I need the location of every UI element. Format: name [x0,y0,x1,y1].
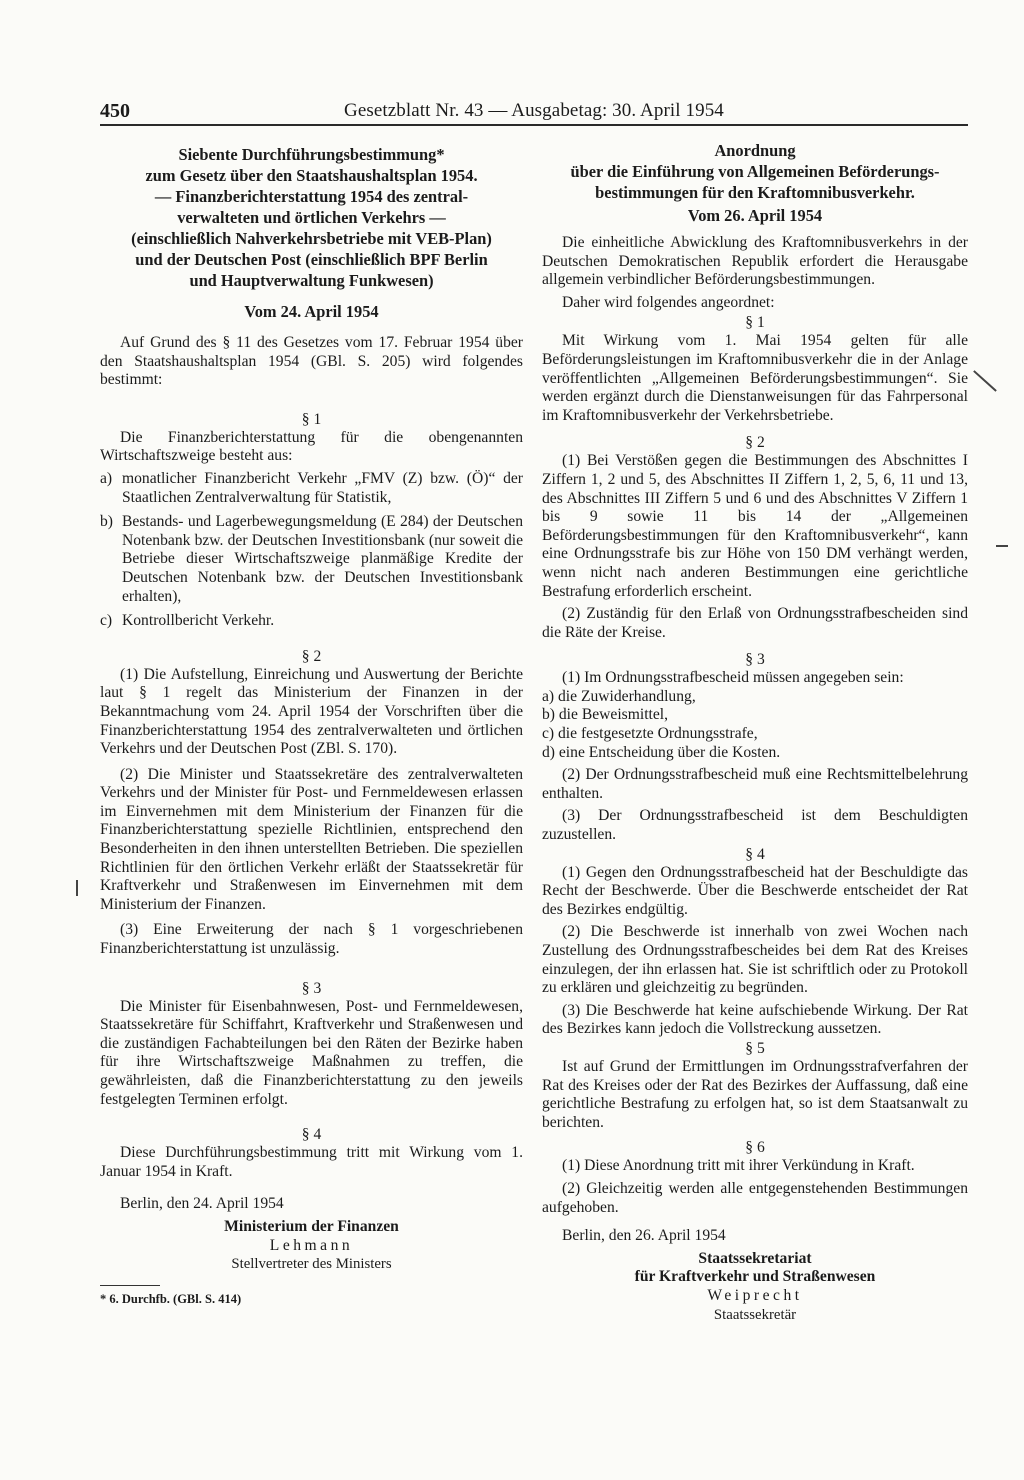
section-heading: § 1 [301,410,322,428]
signature-organization: für Kraftverkehr und Straßenwesen [634,1268,876,1286]
right-ordered: Daher wird folgendes angeordnet: [562,293,775,311]
signature-role: Staatssekretär [713,1306,797,1323]
title-line: Siebente Durchführungsbestimmung* [178,145,445,164]
list-item: c) die festgesetzte Ordnungsstrafe, [542,725,758,743]
right-s6-p2: (2) Gleichzeitig werden alle entgegenstehenden Bestimmungen aufgehoben. [542,1179,968,1216]
title-line: — Finanzberichterstattung 1954 des zentral- [154,187,469,206]
title-line: zum Gesetz über den Staatshaushaltsplan 1954. [145,166,478,185]
list-item [100,470,523,507]
left-s2-p3: (3) Eine Erweiterung der nach § 1 vorgeschriebenen Finanzberichterstattung ist unzulässig. [100,921,523,958]
list-label: c) [100,612,113,630]
list-label: b) [100,513,113,531]
left-date: Vom 24. April 1954 [244,302,379,321]
list-item [100,513,523,606]
page-number: 450 [100,100,130,122]
header-rule [100,124,968,126]
section-heading: § 4 [745,845,765,863]
right-s4-p2: (2) Die Beschwerde ist innerhalb von zwei Wochen nach Zustellung des Ordnungsstrafbescheides bei dem Rat des Kreises einzulegen, der ihn erlassen hat. Sie ist schriftlich oder zu Protokoll zu erklären und gleichzeitig zu begründen. [542,923,968,997]
signature-role: Stellvertreter des Ministers [231,1256,392,1273]
right-s3-p2: (2) Der Ordnungsstrafbescheid muß eine Rechtsmittelbelehrung enthalten. [542,766,968,802]
title-line: und Hauptverwaltung Funkwesen) [189,271,434,290]
right-preamble: Die einheitliche Abwicklung des Kraftomnibusverkehrs in der Deutschen Demokratischen Republik erfordert die Herausgabe allgemein verbindlicher Beförderungsbestimmungen. [542,234,968,289]
signature-organization: Ministerium der Finanzen [224,1217,399,1235]
list-item: b) die Beweismittel, [542,706,669,724]
section-heading: § 4 [301,1126,322,1144]
left-s1-intro: Die Finanzberichterstattung für die obengenannten Wirtschaftszweige besteht aus: [100,428,523,465]
list-item: d) eine Entscheidung über die Kosten. [542,743,781,761]
left-title [100,144,523,291]
list-item: a) die Zuwiderhandlung, [542,687,696,705]
left-s2-p1: (1) Die Aufstellung, Einreichung und Auswertung der Berichte laut § 1 regelt das Ministerium der Finanzen in der Bekanntmachung vom 24. April 1954 der Vorschriften über die Finanzberichterstattung 1954 des zentralverwalteten und örtlichen Verkehrs und der Deutschen Post (ZBl. S. 170). [100,665,523,758]
left-s4-p1: Diese Durchführungsbestimmung tritt mit Wirkung vom 1. Januar 1954 in Kraft. [100,1144,523,1180]
signature-organization: Staatssekretariat [698,1249,812,1267]
title-line: und der Deutschen Post (einschließlich BPF Berlin [135,250,488,269]
margin-mark [996,545,1008,547]
title-line: verwalteten und örtlichen Verkehrs — [177,208,446,227]
left-preamble: Auf Grund des § 11 des Gesetzes vom 17. Februar 1954 über den Staatshaushaltsplan 1954 (GBl. S. 205) wird folgendes bestimmt: [100,334,523,389]
footnote: * 6. Durchfb. (GBl. S. 414) [100,1292,242,1307]
list-text: Bestands- und Lagerbewegungsmeldung (E 284) der Deutschen Notenbank bzw. der Deutschen Investitionsbank (nur soweit die Betriebe dieser Wirtschaftszweige planmäßige Kredite der Deutschen Notenbank bzw. der Deutschen Investitionsbank erhalten), [122,513,523,605]
title-line: über die Einführung von Allgemeinen Beförderungs- [570,162,940,181]
left-s3-p1: Die Minister für Eisenbahnwesen, Post- und Fernmeldewesen, Staatssekretäre für Schiffahrt, Kraftverkehr und Straßenwesen und die zuständigen Fachabteilungen bei den Räten der Bezirke haben für ihre Wirtschaftszweige Maßnahmen zu treffen, die gewährleisten, daß die Finanzberichterstattung zu den jeweils festgelegten Terminen erfolgt. [100,997,523,1108]
section-heading: § 1 [745,314,765,332]
right-s5-p1: Ist auf Grund der Ermittlungen im Ordnungsstrafverfahren der Rat des Kreises oder der Rat des Bezirkes der Auffassung, daß eine gerichtliche Bestrafung zu erfolgen hat, so ist dem Staatsanwalt zu berichten. [542,1057,968,1131]
section-heading: § 3 [745,651,765,669]
right-title [542,140,968,203]
section-heading: § 6 [745,1139,765,1157]
left-s2-p2: (2) Die Minister und Staatssekretäre des zentralverwalteten Verkehrs und der Minister für Post- und Fernmeldewesen erlassen im Einvernehmen mit dem Ministerium der Finanzen für die Finanzberichterstattung spezielle Richtlinien, entsprechend den Besonderheiten in den ihnen unterstellten Betrieben. Die speziellen Richtlinien für den örtlichen Verkehr erläßt der Staatssekretär für Kraftverkehr und Straßenwesen im Einvernehmen mit dem Ministerium der Finanzen. [100,765,523,913]
right-place-date: Berlin, den 26. April 1954 [562,1227,726,1245]
title-line: bestimmungen für den Kraftomnibusverkehr. [595,183,915,202]
section-heading: § 2 [301,647,322,665]
margin-mark [76,880,78,896]
margin-mark [973,370,996,391]
footnote-rule [100,1285,160,1286]
right-date: Vom 26. April 1954 [687,206,823,225]
list-label: a) [100,469,113,487]
right-s2-p1: (1) Bei Verstößen gegen die Bestimmungen des Abschnittes I Ziffern 1, 2 und 5, des Abschnittes II Ziffern 1, 2, 5, 6, 11 und 13, des Abschnittes III Ziffern 5 und 6 und des Abschnittes V Ziffern 1 bis 9 sowie 11 bis 14 der „Allgemeinen Beförderungsbestimmungen für den Kraftomnibusverkehr“, kann eine Ordnungsstrafe bis zur Höhe von 150 DM verhängt werden, wenn nicht nach anderen Bestimmungen eine gerichtliche Bestrafung erforderlich erscheint. [542,452,968,600]
right-s4-p3: (3) Die Beschwerde hat keine aufschiebende Wirkung. Der Rat des Bezirkes kann jedoch die Vollstreckung aussetzen. [542,1001,968,1038]
right-s3-p1: (1) Im Ordnungsstrafbescheid müssen angegeben sein: [562,669,904,687]
right-s2-p2: (2) Zuständig für den Erlaß von Ordnungsstrafbescheiden sind die Räte der Kreise. [542,605,968,641]
gazette-title: Gesetzblatt Nr. 43 — Ausgabetag: 30. April 1954 [344,100,724,121]
signature-name: Lehmann [269,1236,354,1254]
signature-name: Weiprecht [707,1286,803,1304]
section-heading: § 2 [745,434,765,452]
title-line: Anordnung [714,141,796,160]
list-text: Kontrollbericht Verkehr. [122,612,275,630]
list-text: monatlicher Finanzbericht Verkehr „FMV (Z) bzw. (Ö)“ der Staatlichen Zentralverwaltung für Statistik, [122,469,523,506]
right-s1-p1: Mit Wirkung vom 1. Mai 1954 gelten für alle Beförderungsleistungen im Kraftomnibusverkehr die in der Anlage veröffentlichten „Allgemeinen Beförderungsbestimmungen“. Sie werden ergänzt durch die Dienstanweisungen für das Fahrpersonal im Kraftomnibusverkehr der Verkehrsbetriebe. [542,332,968,424]
page-header [100,98,968,124]
section-heading: § 5 [745,1039,765,1057]
right-s6-p1: (1) Diese Anordnung tritt mit ihrer Verkündung in Kraft. [562,1157,915,1175]
right-column [542,140,968,1324]
list-item [100,612,523,631]
section-heading: § 3 [301,979,322,997]
title-line: (einschließlich Nahverkehrsbetriebe mit VEB-Plan) [131,229,492,248]
left-column [100,140,523,1307]
left-place-date: Berlin, den 24. April 1954 [120,1195,284,1213]
right-s3-p3: (3) Der Ordnungsstrafbescheid ist dem Beschuldigten zuzustellen. [542,807,968,844]
right-s4-p1: (1) Gegen den Ordnungsstrafbescheid hat der Beschuldigte das Recht der Beschwerde. Über die Beschwerde entscheidet der Rat des Bezirkes endgültig. [542,863,968,918]
